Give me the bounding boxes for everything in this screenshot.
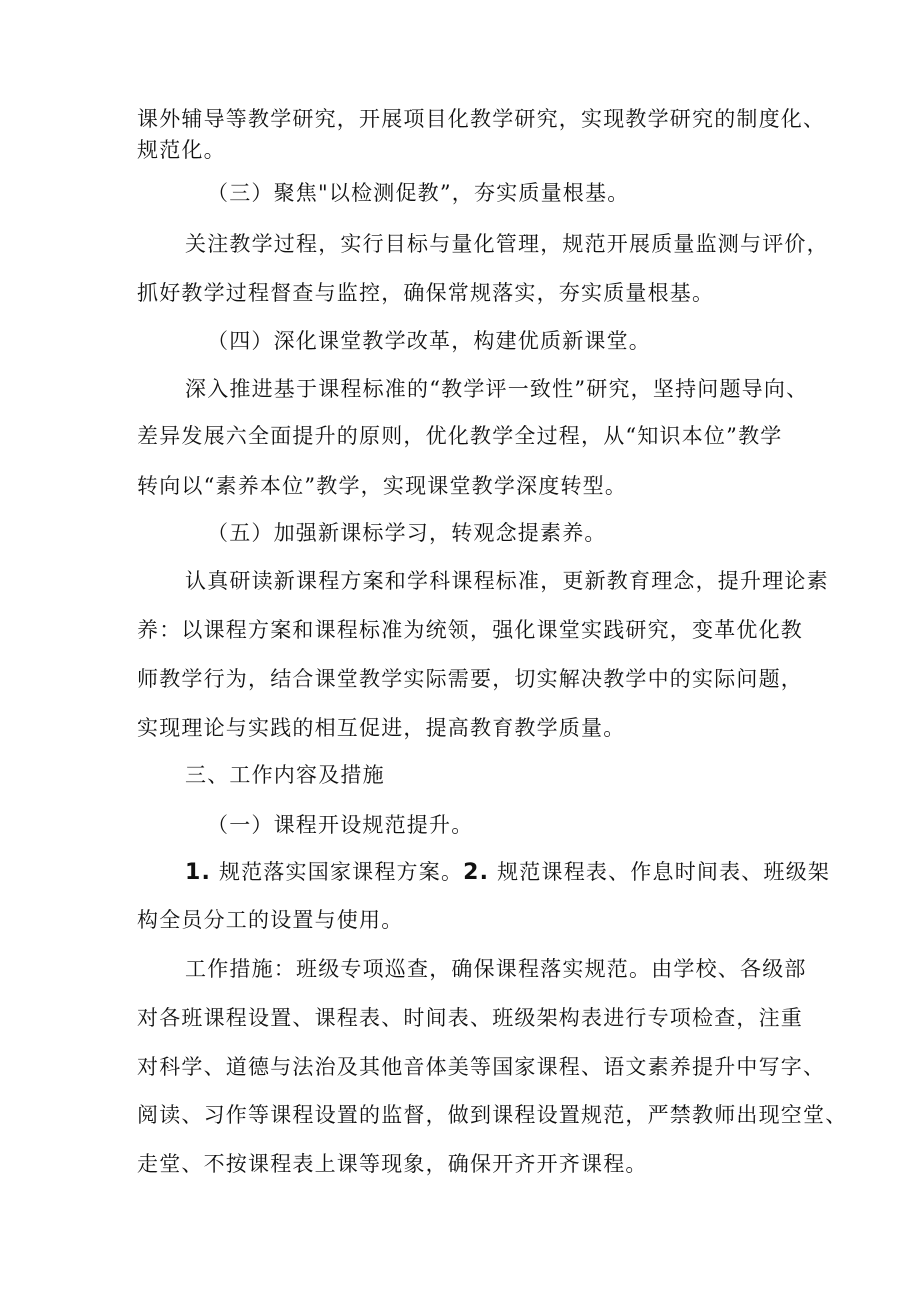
paragraph-line: 对各班课程设置、课程表、时间表、班级架构表进行专项检查，注重 bbox=[137, 1006, 803, 1030]
paragraph-line: 师教学行为，结合课堂教学实际需要，切实解决教学中的实际问题， bbox=[137, 667, 803, 691]
paragraph-line: 差异发展六全面提升的原则，优化教学全过程，从“知识本位”教学 bbox=[137, 424, 783, 448]
item-number: 1. bbox=[185, 860, 212, 885]
section-heading: （三）聚焦"以检测促教”，夯实质量根基。 bbox=[207, 181, 630, 205]
numbered-items-line bbox=[185, 857, 830, 888]
paragraph-line: 认真研读新课程方案和学科课程标准，更新教育理念，提升理论素 bbox=[185, 569, 829, 593]
item-number: 2. bbox=[463, 860, 490, 885]
paragraph-line: 工作措施：班级专项巡查，确保课程落实规范。由学校、各级部 bbox=[185, 957, 807, 981]
paragraph-line: 转向以“素养本位”教学，实现课堂教学深度转型。 bbox=[137, 474, 628, 498]
paragraph-line: 规范化。 bbox=[137, 138, 226, 162]
paragraph-line: 构全员分工的设置与使用。 bbox=[137, 908, 404, 932]
paragraph-line: 实现理论与实践的相互促进，提高教育教学质量。 bbox=[137, 716, 626, 740]
section-heading: （四）深化课堂教学改革，构建优质新课堂。 bbox=[207, 329, 651, 353]
paragraph-line: 阅读、习作等课程设置的监督，做到课程设置规范，严禁教师出现空堂、 bbox=[137, 1103, 848, 1127]
item-text: 规范课程表、作息时间表、班级架 bbox=[489, 860, 831, 884]
paragraph-line: 关注教学过程，实行目标与量化管理，规范开展质量监测与评价， bbox=[185, 232, 829, 256]
paragraph-line: 课外辅导等教学研究，开展项目化教学研究，实现教学研究的制度化、 bbox=[137, 107, 826, 131]
section-heading: （五）加强新课标学习，转观念提素养。 bbox=[207, 521, 607, 545]
item-text: 规范落实国家课程方案。 bbox=[211, 860, 464, 884]
paragraph-line: 走堂、不按课程表上课等现象，确保开齐开齐课程。 bbox=[137, 1152, 648, 1176]
paragraph-line: 养：以课程方案和课程标准为统领，强化课堂实践研究，变革优化教 bbox=[137, 618, 803, 642]
paragraph-line: 对科学、道德与法治及其他音体美等国家课程、语文素养提升中写字、 bbox=[137, 1055, 826, 1079]
paragraph-line: 深入推进基于课程标准的“教学评一致性”研究，坚持问题导向、 bbox=[185, 377, 809, 401]
paragraph-line: 抓好教学过程督查与监控，确保常规落实，夯实质量根基。 bbox=[137, 281, 715, 305]
section-heading: （一）课程开设规范提升。 bbox=[207, 813, 474, 837]
chapter-heading: 三、工作内容及措施 bbox=[185, 763, 385, 787]
